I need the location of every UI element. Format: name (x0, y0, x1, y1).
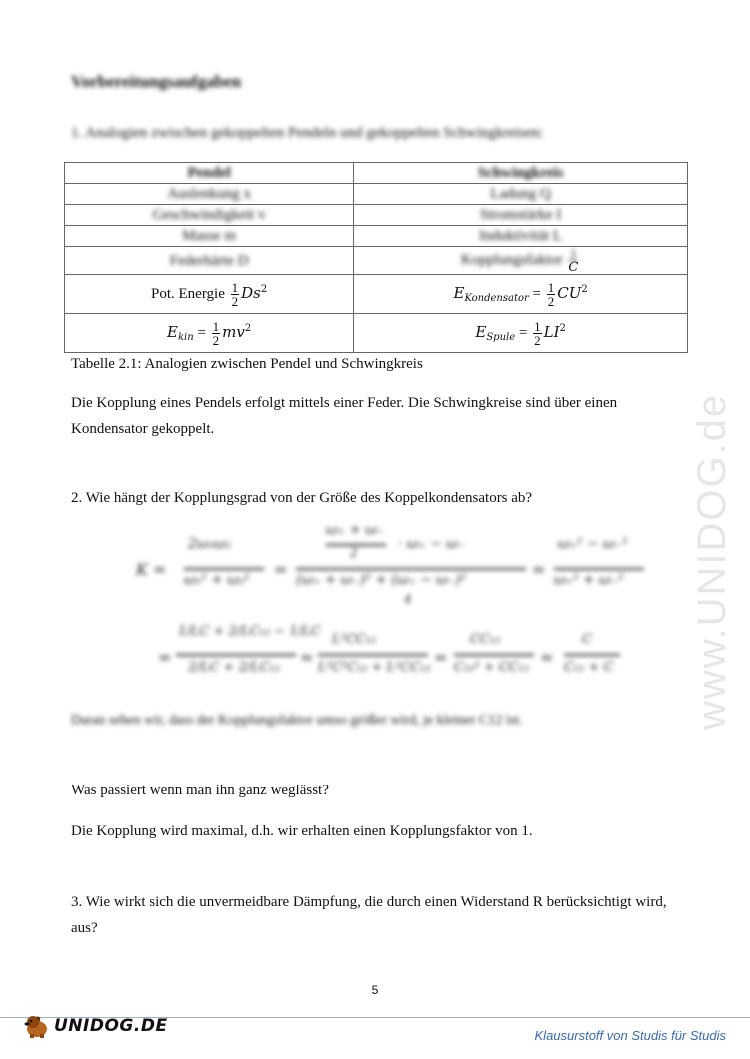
energy-sub: kin (177, 331, 194, 343)
energy-var: E (475, 322, 487, 341)
task-3-question: 3. Wie wirkt sich die unvermeidbare Dämpfung, die durch einen Widerstand R berücksichtigt wird, aus? (71, 894, 667, 936)
coupling-formula-image: K = 2ω₁ω₂ ω₁² + ω₂² = ω₊ + ω₋ 2 · ω₊ − ω₋ (ω₊ + ω₋)² + (ω₊ − ω₋)² 4 = ω₊² − ω₋² ω₊² + ω₋² = 1/LC + 2/LC₁₂ − 1/LC 2/LC + 2/LC₁₂ = L²CC₁₂ L²C²C₁₂ + L²CC₁₂ = CC₁₂ C₁₂² + CC₁₂ = C C₁₂ + C (136, 522, 656, 702)
table-cell-coil-energy (354, 314, 688, 353)
frac-numerator: 1 (547, 279, 555, 295)
frac-numerator: 1 (212, 318, 220, 334)
pot-energy-label: Pot. Energie (151, 285, 225, 302)
table-header-row (65, 163, 688, 184)
fraction (212, 320, 221, 347)
frac-numerator: 1 (231, 279, 239, 295)
question-text: Was passiert wenn man ihn ganz weglässt? (71, 785, 329, 798)
answer-remove-capacitor: Die Kopplung wird maximal, d.h. wir erhalten einen Kopplungsfaktor von 1. (71, 823, 533, 839)
frac-denominator: 2 (534, 332, 541, 348)
formula-conclusion: Daran sehen wir, dass der Kopplungsfaktor umso größer wird, je kleiner C12 ist. (71, 713, 523, 728)
table-cell: Geschwindigkeit v (65, 205, 354, 226)
equals-sign: = (532, 285, 542, 302)
frac-denominator: 2 (231, 293, 239, 309)
energy-var: E (167, 322, 178, 341)
table-row-energy (65, 275, 688, 314)
exponent: 2 (260, 283, 268, 295)
page-number: 5 (371, 983, 379, 997)
exponent: 2 (559, 322, 566, 334)
frac-denominator: C (568, 260, 579, 275)
analogy-table (64, 162, 688, 353)
coupling-factor-label: Kopplungsfaktor (460, 251, 563, 268)
unidog-logo (22, 1013, 168, 1039)
table-cell: Induktivität L (354, 226, 688, 247)
exponent: 2 (581, 283, 588, 295)
table-cell: Auslenkung x (65, 184, 354, 205)
table-caption: Tabelle 2.1: Analogien zwischen Pendel und Schwingkreis (71, 356, 423, 372)
term: mv (222, 322, 245, 341)
table-cell: Ladung Q (354, 184, 688, 205)
table-cell (354, 247, 688, 275)
header-schwingkreis: Schwingkreis (354, 163, 688, 184)
table-cell: Masse m (65, 226, 354, 247)
coupling-explanation: Die Kopplung eines Pendels erfolgt mittels einer Feder. Die Schwingkreise sind über einen Kondensator gekoppelt. (71, 395, 618, 437)
fraction (533, 320, 542, 347)
section-heading: Vorbereitungsaufgaben (71, 72, 242, 91)
watermark: www.UNIDOG.de (690, 392, 734, 730)
dog-icon (22, 1013, 52, 1039)
table-row (65, 247, 688, 275)
exponent: 2 (244, 322, 252, 334)
footer-slogan: Klausurstoff von Studis für Studis (534, 1028, 726, 1043)
table-cell: Stromstärke I (354, 205, 688, 226)
equals-sign: = (197, 324, 206, 341)
table-row-kinetic (65, 314, 688, 353)
fraction (547, 281, 556, 308)
frac-numerator: 1 (534, 318, 541, 334)
energy-sub: Kondensator (464, 292, 529, 304)
task-2-question: 2. Wie hängt der Kopplungsgrad von der Größe des Koppelkondensators ab? (71, 490, 533, 506)
coupling-factor-fraction (568, 247, 578, 274)
table-row (65, 205, 688, 226)
frac-denominator: 2 (212, 332, 220, 348)
term: Ds (241, 283, 261, 302)
fraction (231, 281, 240, 308)
table-row (65, 184, 688, 205)
frac-numerator: 1 (570, 246, 577, 261)
energy-sub: Spule (486, 331, 516, 343)
equals-sign: = (518, 324, 528, 341)
table-row (65, 226, 688, 247)
logo-text: UNIDOG.DE (54, 1016, 168, 1036)
header-pendel: Pendel (65, 163, 354, 184)
question-remove-capacitor (71, 785, 691, 802)
table-cell-capacitor-energy (354, 275, 688, 314)
table-cell: Federhärte D (65, 247, 354, 275)
frac-denominator: 2 (547, 293, 555, 309)
term: CU (557, 283, 582, 302)
table-cell-pot-energy (65, 275, 354, 314)
task-1-title: 1. Analogien zwischen gekoppelten Pendeln und gekoppelten Schwingkreisen: (71, 125, 544, 141)
energy-var: E (453, 283, 465, 302)
term: LI (543, 322, 560, 341)
table-cell-kin-energy (65, 314, 354, 353)
